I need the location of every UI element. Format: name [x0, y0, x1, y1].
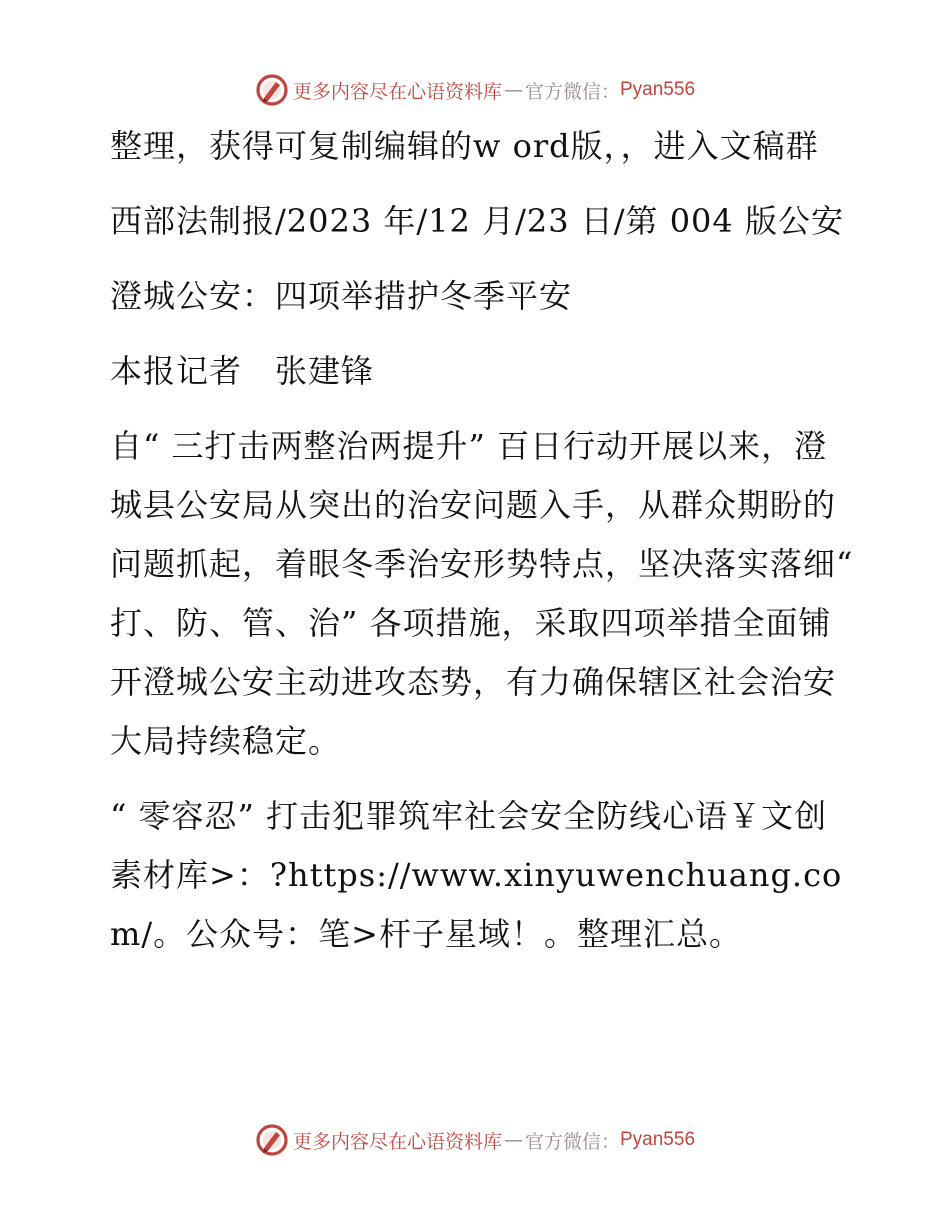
article-title: 澄城公安：四项举措护冬季平安 [110, 277, 573, 315]
banner-site-text: 更多内容尽在心语资料库 [292, 1130, 502, 1153]
banner-separator: — [503, 79, 523, 101]
pen-logo-icon [255, 1123, 289, 1157]
footer-banner [0, 1120, 950, 1160]
paragraph-source: 西部法制报/2023 年/12 月/23 日/第 004 版公安 [110, 202, 844, 240]
article-byline: 本报记者 张建锋 [110, 352, 375, 390]
banner-wechat-account: Pyan556 [620, 1129, 696, 1150]
header-banner [0, 70, 950, 110]
paragraph-intro: 整理，获得可复制编辑的w ord版，，进入文稿群 [110, 127, 819, 165]
banner-separator: — [503, 1129, 523, 1151]
document-body [98, 117, 858, 964]
paragraph-body: 自“ 三打击两整治两提升” 百日行动开展以来，澄城县公安局从突出的治安问题入手，从群众期盼的问题抓起，着眼冬季治安形势特点，坚决落实落细“ 打、防、管、治” 各项措施，采取四项举措全面铺开澄城公安主动进攻态势，有力确保辖区社会治安大局持续稳定。 [110, 427, 854, 760]
banner-wechat-account: Pyan556 [620, 79, 696, 100]
paragraph-section: “ 零容忍” 打击犯罪筑牢社会安全防线心语￥文创素材库>：?https://www.xinyuwenchuang.com/。公众号：笔>杆子星域！。整理汇总。 [110, 797, 843, 953]
banner-wechat-label: 官方微信： [524, 1130, 620, 1153]
banner-site-text: 更多内容尽在心语资料库 [292, 80, 502, 103]
pen-logo-icon [255, 73, 289, 107]
banner-wechat-label: 官方微信： [524, 80, 620, 103]
